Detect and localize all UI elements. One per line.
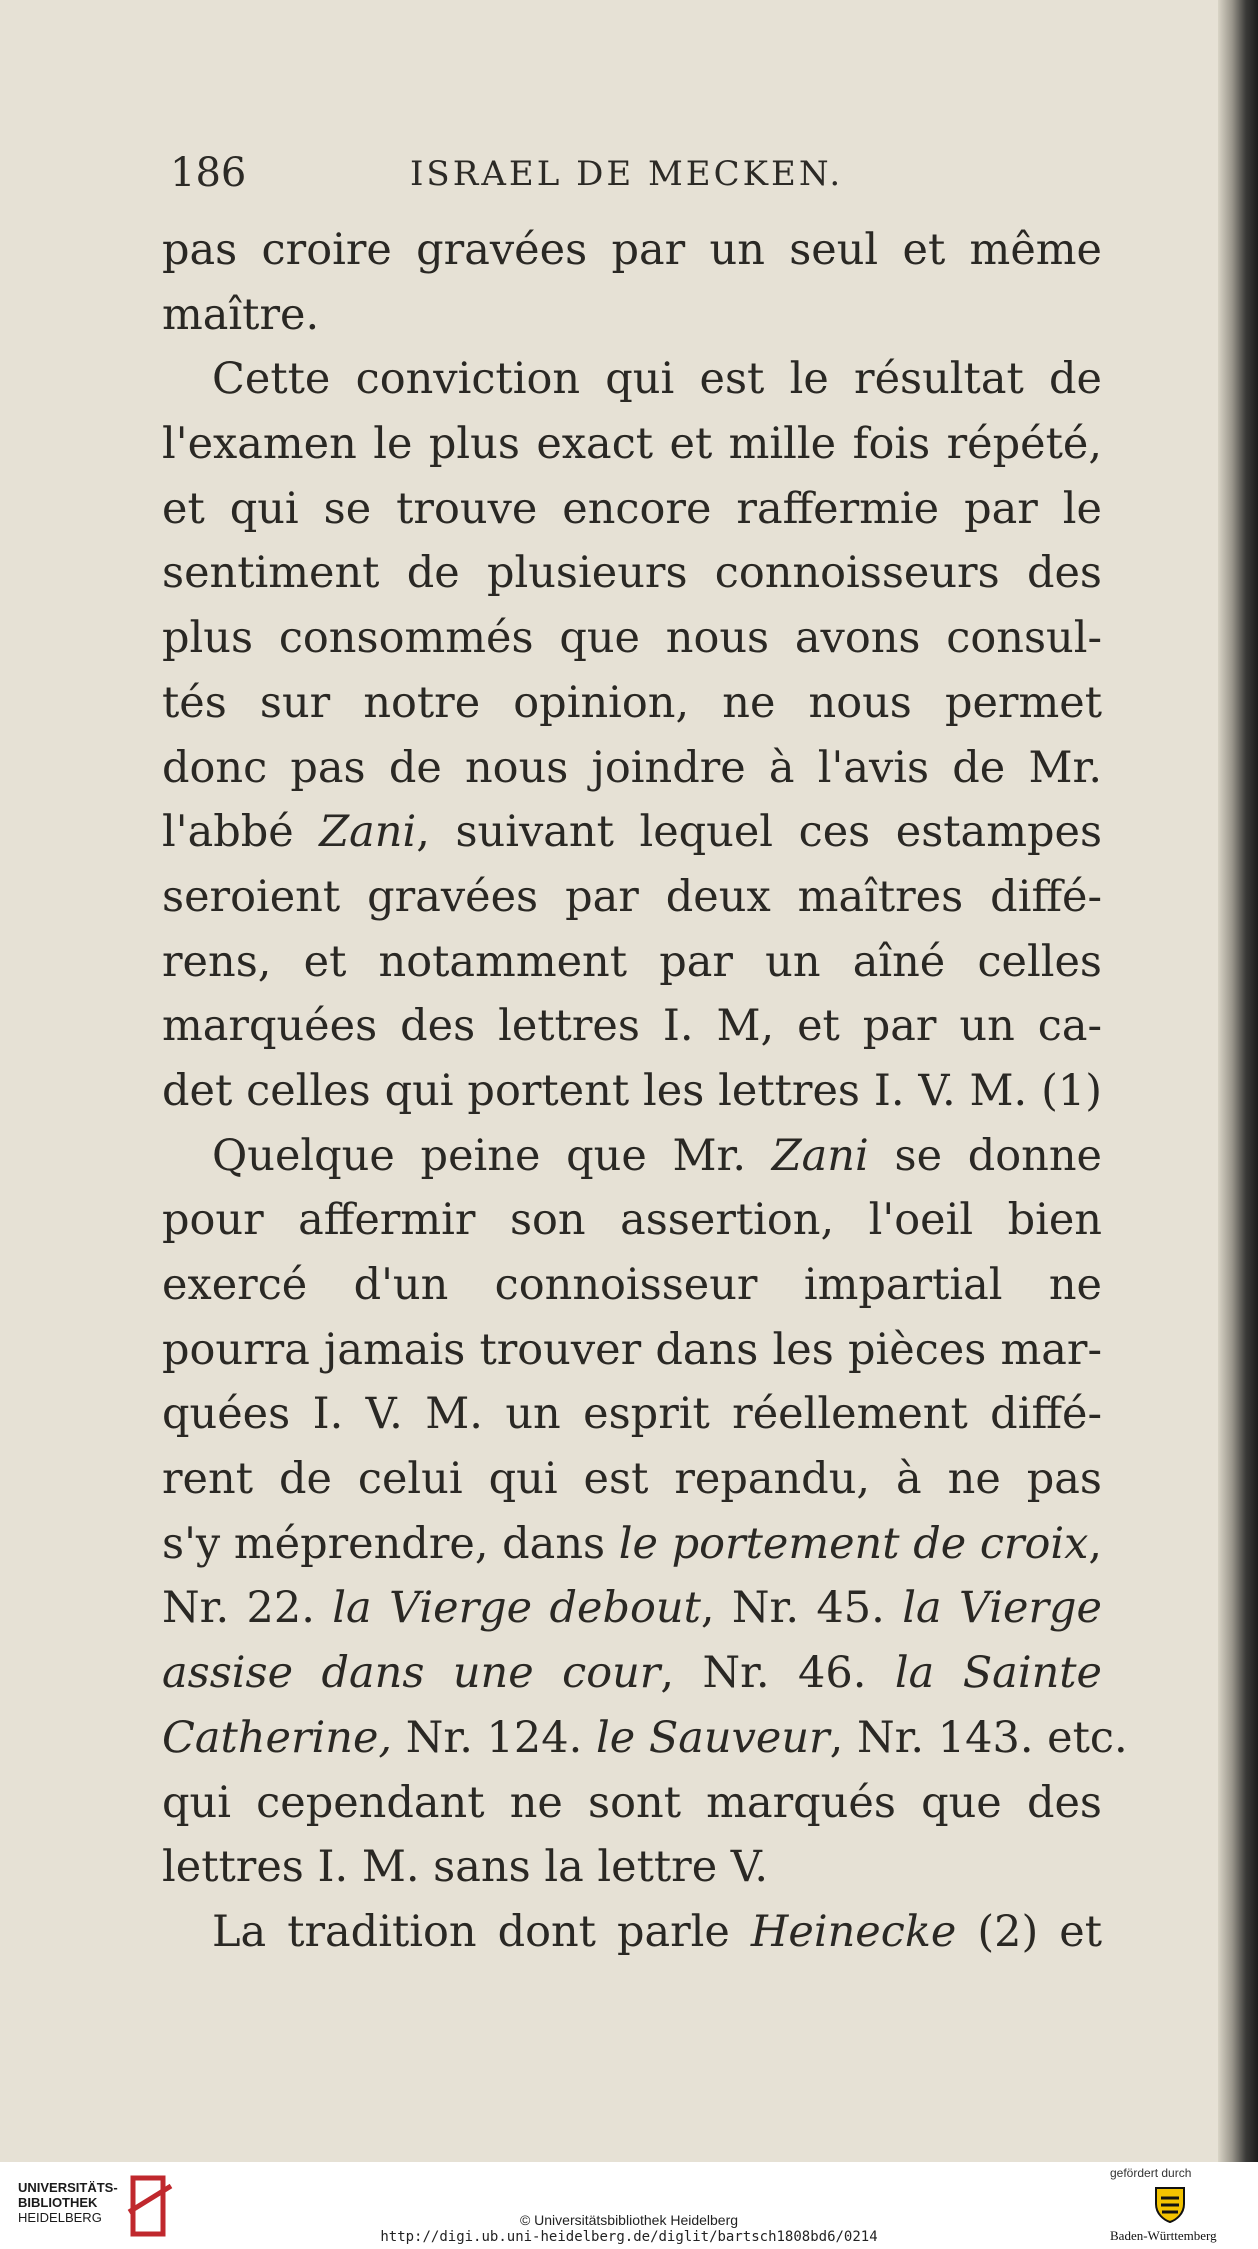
funder-name: Baden-Württemberg [1110,2228,1217,2243]
text-line: Catherine, Nr. 124. le Sauveur, Nr. 143. etc. [162,1712,1128,1763]
copyright-text: © Universitätsbibliothek Heidelberg [519,2212,739,2228]
page-header [170,150,1100,200]
text-line: l'abbé Zani, suivant lequel ces estampes [162,807,1103,858]
book-spine-shadow [1218,0,1258,2162]
text-line: lettres I. M. sans la lettre V. [162,1842,769,1893]
coat-of-arms-icon [1152,2184,1188,2224]
text-line: rent de celui qui est repandu, à ne pas [162,1454,1102,1505]
text-line: assise dans une cour, Nr. 46. la Sainte [162,1648,1102,1699]
text-line: donc pas de nous joindre à l'avis de Mr. [162,742,1102,793]
page-number: 186 [170,150,247,196]
page-body-text [162,218,1128,1965]
text-line: pour affermir son assertion, l'oeil bien [162,1195,1102,1246]
text-line: qui cependant ne sont marqués que des [162,1777,1102,1828]
text-line: et qui se trouve encore raffermie par le [162,483,1102,534]
text-line: La tradition dont parle Heinecke (2) et [212,1906,1103,1957]
text-line: tés sur notre opinion, ne nous permet [162,677,1102,728]
library-name-line: BIBLIOTHEK [18,2195,98,2210]
funded-by-label: gefördert durch [1110,2166,1192,2180]
permalink[interactable]: http://digi.ub.uni-heidelberg.de/diglit/bartsch1808bd6/0214 [380,2229,878,2245]
text-line: exercé d'un connoisseur impartial ne [162,1260,1102,1310]
text-line: det celles qui portent les lettres I. V. M. (1) [162,1065,1102,1116]
text-line: sentiment de plusieurs connoisseurs des [162,548,1102,599]
text-line: pas croire gravées par un seul et même [162,225,1102,275]
text-line: pourra jamais trouver dans les pièces mar- [162,1324,1102,1375]
library-name-line: HEIDELBERG [18,2210,102,2225]
text-line: rens, et notamment par un aîné celles [162,936,1102,987]
text-line: quées I. V. M. un esprit réellement diffé- [162,1389,1102,1440]
text-line: seroient gravées par deux maîtres diffé- [162,871,1102,922]
text-line: s'y méprendre, dans le portement de croix, [162,1518,1103,1569]
library-name-line: UNIVERSITÄTS- [18,2180,118,2195]
text-line: Quelque peine que Mr. Zani se donne [212,1130,1102,1181]
text-line: maître. [162,289,320,340]
running-title: ISRAEL DE MECKEN. [410,154,844,194]
text-line: plus consommés que nous avons consul- [162,613,1102,664]
viewer-footer [0,2162,1258,2249]
text-line: Nr. 22. la Vierge debout, Nr. 45. la Vierge [162,1583,1102,1634]
text-line: marquées des lettres I. M, et par un ca- [162,1001,1102,1052]
text-line: l'examen le plus exact et mille fois répété, [162,419,1102,470]
text-line: Cette conviction qui est le résultat de [212,354,1102,405]
